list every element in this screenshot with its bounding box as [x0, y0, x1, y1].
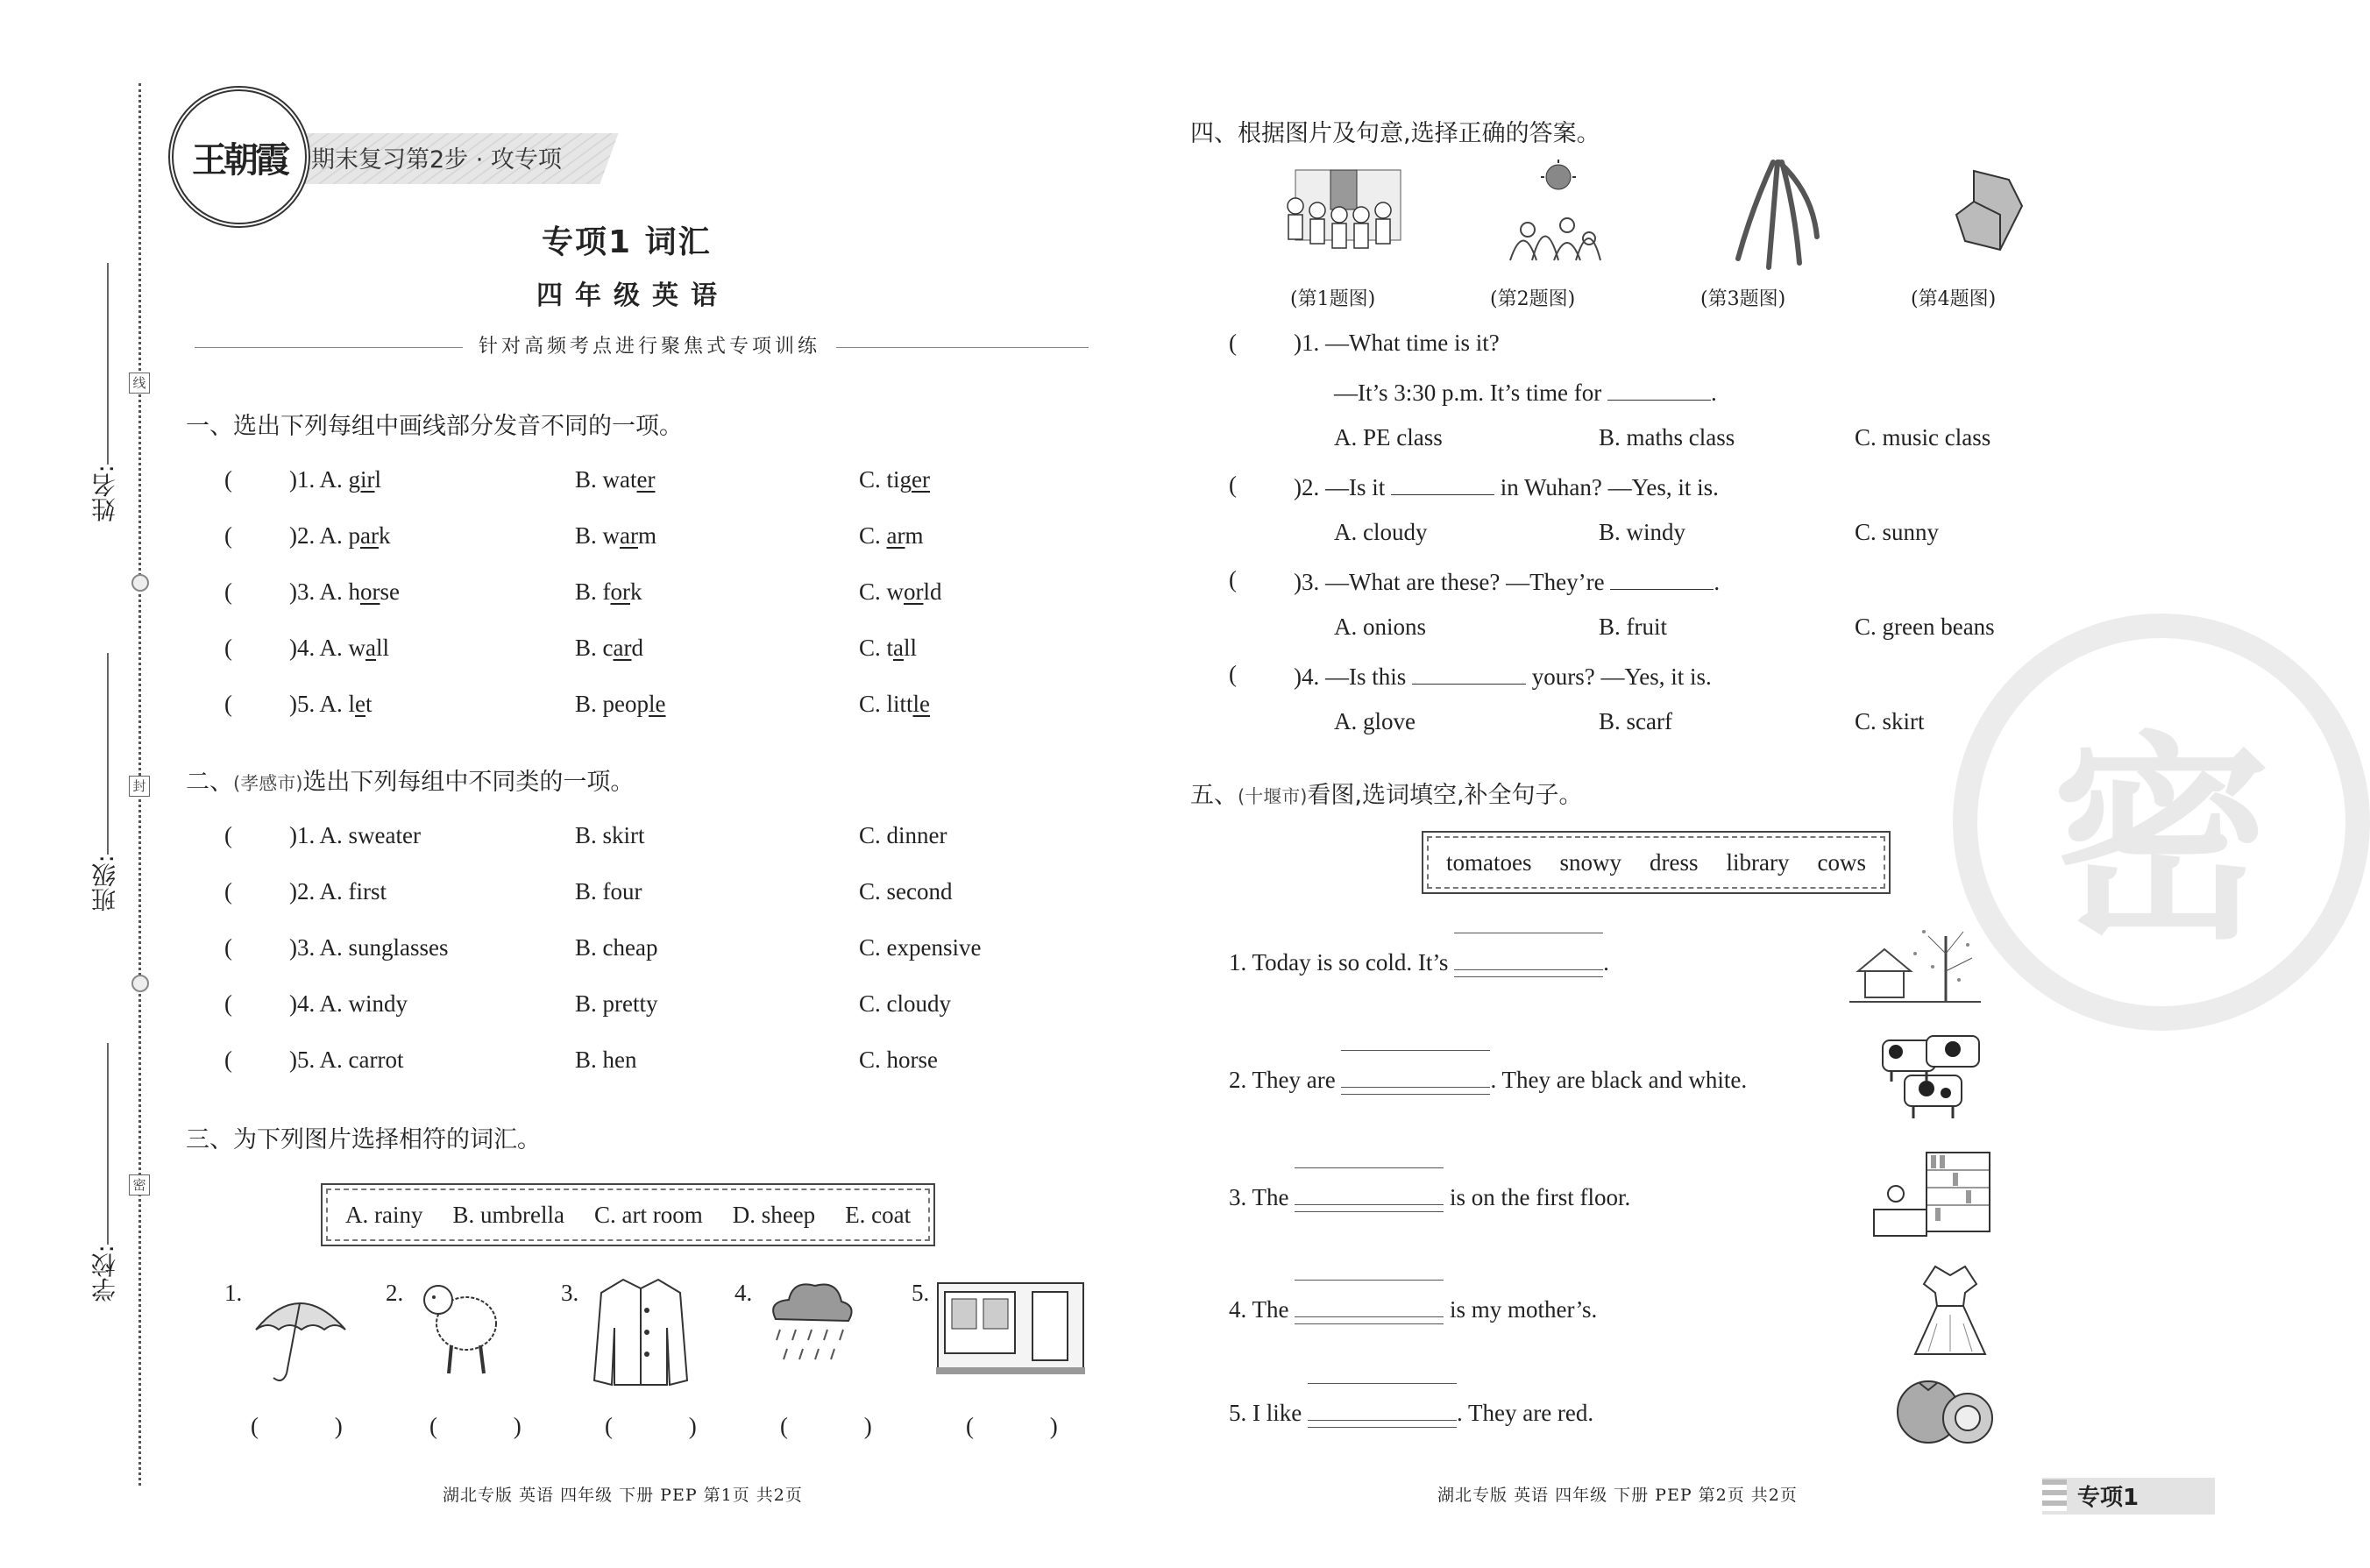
s4-q2-opt-c: C. sunny — [1855, 519, 1940, 545]
s4-q4-blank[interactable] — [1412, 661, 1526, 685]
binding-hole-2 — [131, 975, 149, 992]
s1-b-pre: B. wat — [575, 466, 637, 493]
s4-q3-opt-a: A. onions — [1334, 614, 1427, 640]
s4-q1-question: )1. —What time is it? — [1294, 330, 1500, 356]
s1-option-c — [859, 578, 942, 606]
s5-s3-pre: 3. The — [1229, 1184, 1289, 1210]
s1-b-underlined: or — [610, 578, 630, 605]
page-title: 专项1 词汇 — [542, 224, 712, 260]
s1-c-underlined: er — [912, 466, 930, 493]
section1-title: 一、选出下列每组中画线部分发音不同的一项。 — [186, 413, 683, 440]
s4-q1-paren[interactable]: ( — [1229, 330, 1237, 356]
s5-s2-blank[interactable] — [1341, 1066, 1490, 1088]
secret-stamp-watermark — [1953, 614, 2370, 1031]
s4-q3-opt-c: C. green beans — [1855, 614, 1995, 640]
s1-a-post: t — [365, 691, 373, 717]
s1-a-post: l — [374, 466, 382, 493]
s4-q1-opt-b: B. maths class — [1599, 424, 1735, 451]
s4-q4-paren[interactable]: ( — [1229, 661, 1237, 687]
answer-blank-5[interactable]: ( ) — [966, 1413, 1093, 1439]
s1-a-pre: h — [348, 578, 360, 605]
s1-number: )5. A. — [289, 691, 349, 717]
s2-option-b: B. hen — [575, 1047, 637, 1073]
caption-pic-2: (第2题图) — [1490, 288, 1576, 310]
cows-icon — [1874, 1027, 1988, 1124]
pic-number-1: 1. — [224, 1280, 243, 1306]
s2-option-a: )1. A. sweater — [289, 822, 421, 848]
option-e: E. coat — [845, 1201, 912, 1228]
s1-a-underlined: a — [365, 635, 376, 661]
library-icon — [1865, 1148, 1997, 1245]
s2-option-c: C. expensive — [859, 934, 982, 961]
s1-a-underlined: gir — [348, 466, 375, 493]
s1-a-pre: p — [348, 522, 360, 549]
brand-logo-text: 王朝霞 — [192, 139, 287, 181]
s5-s3-post: is on the first floor. — [1450, 1184, 1631, 1210]
s2-paren[interactable]: ( — [224, 990, 232, 1017]
caption-pic-3: (第3题图) — [1700, 288, 1786, 310]
s2-option-a: )2. A. first — [289, 878, 387, 905]
s4-q3-blank[interactable] — [1610, 566, 1714, 590]
s2-option-a: )5. A. carrot — [289, 1047, 404, 1073]
seal-mark-secret: 密 — [129, 1174, 150, 1196]
pic-number-5: 5. — [912, 1280, 930, 1306]
s1-option-a — [289, 691, 373, 718]
section5-number: 五、 — [1190, 782, 1238, 809]
school-blank-line — [107, 1043, 109, 1245]
rain-cloud-icon — [763, 1275, 859, 1372]
s1-option-c — [859, 522, 924, 550]
s4-q2-question — [1294, 472, 1719, 501]
stamp-glyph: 密 — [2052, 713, 2271, 968]
s2-paren[interactable]: ( — [224, 878, 232, 905]
s4-q3-pre: )3. —What are these? —They’re — [1294, 569, 1605, 595]
section2-instruction: 选出下列每组中不同类的一项。 — [302, 769, 635, 796]
s2-paren[interactable]: ( — [224, 1047, 232, 1073]
s4-q2-post: in Wuhan? —Yes, it is. — [1500, 474, 1719, 500]
s1-a-pre: w — [348, 635, 365, 661]
footer-left: 湖北专版 英语 四年级 下册 PEP 第1页 共2页 — [443, 1486, 803, 1505]
option-a: A. rainy — [345, 1201, 423, 1228]
s2-option-c: C. second — [859, 878, 953, 905]
s1-c-pre: C. — [859, 522, 887, 549]
answer-blank-4[interactable]: ( ) — [780, 1413, 907, 1439]
s5-s4-blank[interactable] — [1295, 1295, 1444, 1317]
s4-q1-prompt: —It’s 3:30 p.m. It’s time for — [1334, 380, 1602, 406]
s2-paren[interactable]: ( — [224, 822, 232, 848]
s1-b-underlined: le — [649, 691, 666, 717]
s2-paren[interactable]: ( — [224, 934, 232, 961]
s2-option-b: B. four — [575, 878, 642, 905]
s5-s1-pre: 1. Today is so cold. It’s — [1229, 949, 1449, 976]
umbrella-icon — [247, 1281, 352, 1387]
section3-title: 三、为下列图片选择相符的词汇。 — [186, 1126, 541, 1153]
s1-b-underlined: ar — [620, 522, 638, 549]
s4-q3-paren[interactable]: ( — [1229, 566, 1237, 592]
seal-mark-seal: 封 — [129, 776, 150, 797]
section5-instruction: 看图,选词填空,补全句子。 — [1307, 782, 1583, 809]
s1-b-underlined: ar — [613, 635, 632, 661]
s1-c-pre: C. tig — [859, 466, 912, 493]
s4-q1-blank[interactable] — [1607, 377, 1711, 401]
s5-sentence-1 — [1229, 948, 1609, 976]
s1-paren[interactable]: ( — [224, 522, 232, 549]
s4-q2-opt-a: A. cloudy — [1334, 519, 1428, 545]
s2-option-b: B. cheap — [575, 934, 658, 961]
s1-b-post: m — [638, 522, 657, 549]
art-room-icon — [936, 1281, 1085, 1378]
s5-s3-blank[interactable] — [1295, 1183, 1444, 1205]
s1-c-underlined: le — [912, 691, 931, 717]
s1-c-underlined: or — [904, 578, 924, 605]
s1-option-b — [575, 578, 642, 606]
s1-option-c — [859, 466, 930, 493]
sheep-icon — [412, 1275, 508, 1380]
pic-number-3: 3. — [561, 1280, 579, 1306]
s1-paren[interactable]: ( — [224, 578, 232, 605]
s5-s5-pre: 5. I like — [1229, 1400, 1302, 1426]
s1-b-underlined: er — [636, 466, 656, 493]
section2-number: 二、 — [186, 769, 233, 796]
s4-q2-opt-b: B. windy — [1599, 519, 1686, 545]
s5-s1-post: . — [1603, 949, 1609, 976]
s1-c-underlined: a — [893, 635, 904, 661]
section3-word-box — [321, 1183, 935, 1246]
s2-option-a: )3. A. sunglasses — [289, 934, 449, 961]
s2-option-b: B. skirt — [575, 822, 645, 848]
s1-option-a — [289, 466, 381, 493]
school-label: 学校: — [90, 1245, 119, 1302]
seal-mark-line: 线 — [129, 372, 150, 394]
tomatoes-icon — [1893, 1373, 1998, 1451]
s1-c-post: ll — [904, 635, 918, 661]
classroom-kids-icon — [1278, 167, 1406, 254]
s1-paren[interactable]: ( — [224, 466, 232, 493]
s1-option-a — [289, 635, 389, 662]
option-d: D. sheep — [732, 1201, 816, 1228]
s1-option-b — [575, 691, 666, 718]
caption-pic-1: (第1题图) — [1290, 288, 1376, 310]
s1-number: )2. A. — [289, 522, 349, 549]
s5-s4-post: is my mother’s. — [1450, 1296, 1598, 1323]
s1-option-b — [575, 522, 656, 550]
s1-a-underlined: e — [355, 691, 365, 717]
guide-text: 针对高频考点进行聚焦式专项训练 — [463, 331, 836, 358]
s1-c-pre: C. litt — [859, 691, 913, 717]
s4-q2-pre: )2. —Is it — [1294, 474, 1386, 500]
pic-number-2: 2. — [386, 1280, 404, 1306]
s1-a-pre: l — [348, 691, 356, 717]
s4-q3-opt-b: B. fruit — [1599, 614, 1667, 640]
coat-icon — [592, 1275, 689, 1389]
s5-s4-pre: 4. The — [1229, 1296, 1289, 1323]
word-tomatoes: tomatoes — [1446, 848, 1532, 876]
header-banner-text: 期末复习第2步 · 攻专项 — [311, 146, 562, 174]
section2-title — [186, 763, 634, 797]
class-blank-line — [107, 653, 109, 855]
s5-s5-blank[interactable] — [1308, 1399, 1457, 1421]
s4-q4-opt-b: B. scarf — [1599, 708, 1672, 734]
s1-b-pre: B. w — [575, 522, 621, 549]
s1-option-b — [575, 635, 643, 662]
name-label: 姓名: — [90, 465, 119, 522]
s5-sentence-5 — [1229, 1399, 1593, 1427]
answer-blank-3[interactable]: ( ) — [605, 1413, 732, 1439]
s1-c-post: m — [905, 522, 924, 549]
s4-q4-question — [1294, 661, 1712, 691]
section5-title — [1190, 776, 1583, 810]
s4-q2-blank[interactable] — [1391, 472, 1494, 495]
s1-c-underlined: ar — [886, 522, 905, 549]
s1-c-pre: C. w — [859, 578, 905, 605]
s1-paren[interactable]: ( — [224, 691, 232, 717]
s1-a-post: se — [380, 578, 400, 605]
pic-number-4: 4. — [734, 1280, 753, 1306]
option-c: C. art room — [593, 1201, 703, 1228]
s4-q1-line2: —It’s 3:30 p.m. It’s time for . — [1334, 377, 1717, 407]
s1-c-post: ld — [923, 578, 942, 605]
s4-q2-paren[interactable]: ( — [1229, 472, 1237, 498]
s1-paren[interactable]: ( — [224, 635, 232, 661]
s4-q4-pre: )4. —Is this — [1294, 663, 1407, 690]
sunny-field-icon — [1506, 160, 1602, 265]
dress-icon — [1911, 1262, 1990, 1359]
s1-b-pre: B. c — [575, 635, 614, 661]
s1-option-a — [289, 522, 390, 550]
s4-q4-opt-a: A. glove — [1334, 708, 1416, 734]
brand-logo — [168, 86, 310, 228]
word-snowy: snowy — [1559, 848, 1621, 876]
s2-option-c: C. horse — [859, 1047, 938, 1073]
s1-number: )4. A. — [289, 635, 349, 661]
answer-blank-2[interactable]: ( ) — [429, 1413, 557, 1439]
tab-stripes — [2042, 1479, 2067, 1511]
s2-option-a: )4. A. windy — [289, 990, 408, 1017]
scarf-icon — [1948, 167, 2026, 254]
s4-q4-opt-c: C. skirt — [1855, 708, 1925, 734]
word-dress: dress — [1650, 848, 1699, 876]
s4-q4-post: yours? —Yes, it is. — [1531, 663, 1712, 690]
s1-number: )3. A. — [289, 578, 349, 605]
s4-q3-question: )3. —What are these? —They’re . — [1294, 566, 1720, 596]
s5-sentence-3 — [1229, 1183, 1630, 1211]
s1-option-b — [575, 466, 655, 493]
s5-sentence-4 — [1229, 1295, 1597, 1323]
page-subtitle: 四年级英语 — [536, 280, 729, 311]
word-cows: cows — [1817, 848, 1866, 876]
s5-s2-post: . They are black and white. — [1490, 1067, 1748, 1093]
caption-pic-4: (第4题图) — [1911, 288, 1997, 310]
s1-c-pre: C. t — [859, 635, 894, 661]
s5-s1-blank[interactable] — [1454, 948, 1603, 970]
name-blank-line — [107, 263, 109, 465]
s1-a-post: k — [378, 522, 391, 549]
s1-a-underlined: or — [360, 578, 380, 605]
section4-title: 四、根据图片及句意,选择正确的答案。 — [1190, 120, 1600, 147]
option-b: B. umbrella — [452, 1201, 564, 1228]
s2-option-b: B. pretty — [575, 990, 658, 1017]
s5-s2-pre: 2. They are — [1229, 1067, 1336, 1093]
s1-option-c — [859, 691, 930, 718]
s1-b-post: d — [631, 635, 643, 661]
s1-a-underlined: ar — [360, 522, 379, 549]
binding-hole-1 — [131, 574, 149, 592]
s1-b-pre: B. f — [575, 578, 611, 605]
s4-q1-opt-c: C. music class — [1855, 424, 1991, 451]
section5-word-box — [1422, 831, 1891, 894]
section5-source: (十堰市) — [1238, 786, 1308, 807]
snowy-house-icon — [1849, 919, 1981, 1006]
s5-s5-post: . They are red. — [1456, 1400, 1594, 1426]
section-tab-label: 专项1 — [2077, 1485, 2139, 1511]
s1-b-post: k — [630, 578, 642, 605]
s1-number: )1. A. — [289, 466, 349, 493]
green-beans-icon — [1725, 158, 1821, 272]
word-library: library — [1726, 848, 1790, 876]
s4-q1-opt-a: A. PE class — [1334, 424, 1443, 451]
answer-blank-1[interactable]: ( ) — [251, 1413, 378, 1439]
footer-right: 湖北专版 英语 四年级 下册 PEP 第2页 共2页 — [1437, 1486, 1798, 1505]
section2-source: (孝感市) — [233, 773, 303, 794]
s5-sentence-2 — [1229, 1066, 1747, 1094]
s2-option-c: C. cloudy — [859, 990, 951, 1017]
s1-b-pre: B. peop — [575, 691, 649, 717]
s1-option-a — [289, 578, 400, 606]
s1-option-c — [859, 635, 917, 662]
class-label: 班级: — [90, 855, 119, 912]
s1-a-post: ll — [375, 635, 389, 661]
s2-option-c: C. dinner — [859, 822, 947, 848]
